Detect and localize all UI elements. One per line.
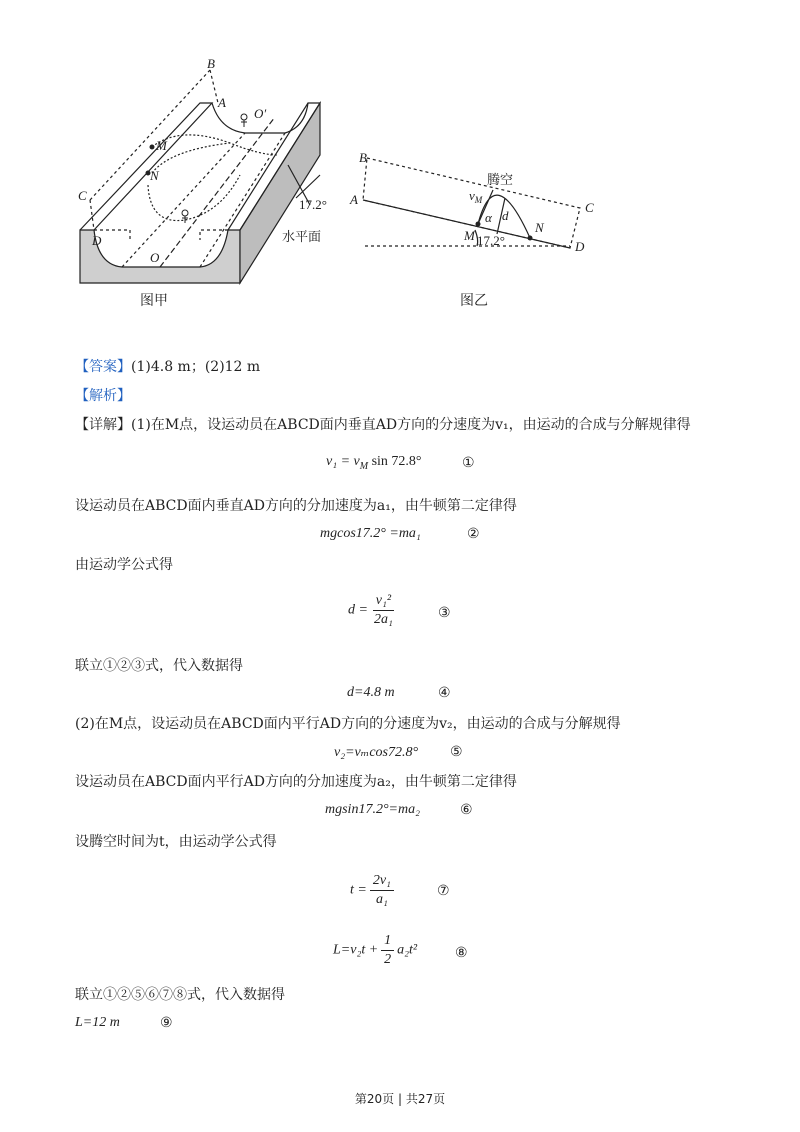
label-vm: $v_M$ — [469, 188, 483, 205]
label-n2: N — [535, 220, 544, 235]
equation-7-number: ⑦ — [437, 884, 450, 899]
equation-4: d=4.8 m — [347, 685, 395, 700]
text-line-5: (2)在M点，设运动员在ABCD面内平行AD方向的分速度为v₂，由运动的合成与分解规得 — [75, 716, 621, 732]
label-n: N — [150, 168, 159, 183]
label-angle-a: 17.2° — [299, 197, 327, 212]
equation-2-number: ② — [467, 527, 480, 542]
answer-text: (1)4.8 m；(2)12 m — [131, 359, 261, 375]
equation-7: t = $\frac{\text{2v₁}}{\text{a₁}}$ — [350, 872, 397, 909]
equation-8-number: ⑧ — [455, 946, 468, 961]
equation-3: d = $\frac{\text{v₁²}}{\text{2a₁}}$ — [348, 593, 393, 627]
label-a2: A — [350, 192, 358, 207]
equation-6: mgsin17.2°=ma₂ — [325, 802, 420, 817]
figure-a-halfpipe — [70, 55, 360, 295]
label-air: 腾空 — [487, 172, 514, 187]
page-footer: 第20页 | 共27页 — [354, 1092, 446, 1106]
answer-tag: 【答案】 — [75, 359, 131, 375]
figure-a-caption: 图甲 — [140, 293, 168, 309]
detail-tag: 【详解】 — [75, 417, 131, 433]
answer-line — [75, 357, 260, 377]
equation-3-number: ③ — [438, 606, 451, 621]
equation-5-number: ⑤ — [450, 745, 463, 760]
text-line-4: 联立①②③式，代入数据得 — [75, 658, 243, 674]
label-m: M — [156, 138, 167, 153]
equation-9-number: ⑨ — [160, 1016, 173, 1031]
label-o-prime: O′ — [254, 106, 267, 121]
label-c2: C — [585, 200, 594, 215]
text-line-8: 联立①②⑤⑥⑦⑧式，代入数据得 — [75, 987, 285, 1003]
label-b: B — [207, 56, 215, 71]
equation-1: $v_1 = v_M$ sin 72.8° — [326, 454, 422, 472]
text-line-2: 设运动员在ABCD面内垂直AD方向的分加速度为a₁，由牛顿第二定律得 — [75, 498, 517, 514]
label-alpha: α — [485, 210, 492, 225]
label-b2: B — [359, 150, 367, 165]
equation-6-number: ⑥ — [460, 803, 473, 818]
equation-9: L=12 m — [75, 1015, 120, 1030]
label-d2: D — [575, 239, 585, 254]
equation-1-number: ① — [462, 456, 475, 471]
figure-b-plane — [345, 150, 605, 260]
equation-2: mgcos17.2° =ma₁ — [320, 526, 421, 541]
label-m2: M — [464, 228, 475, 243]
equation-4-number: ④ — [438, 686, 451, 701]
label-d-dist: d — [502, 208, 509, 223]
equation-5: v₂=vₘcos72.8° — [334, 745, 419, 760]
figure-b-caption: 图乙 — [460, 293, 488, 309]
text-line-7: 设腾空时间为t，由运动学公式得 — [75, 834, 277, 850]
equation-8: L=v₂t + $\frac{1}{2}$ a₂t² — [333, 933, 418, 967]
detail-line — [75, 415, 691, 435]
detail-text: (1)在M点，设运动员在ABCD面内垂直AD方向的分速度为v₁，由运动的合成与分解规律得 — [131, 417, 691, 433]
analysis-tag: 【解析】 — [75, 388, 131, 404]
label-d: D — [92, 233, 102, 248]
label-o: O — [150, 250, 160, 265]
label-angle-b: 17.2° — [477, 233, 505, 248]
label-horizontal: 水平面 — [282, 229, 322, 244]
text-line-3: 由运动学公式得 — [75, 557, 173, 573]
label-c: C — [78, 188, 87, 203]
text-line-6: 设运动员在ABCD面内平行AD方向的分加速度为a₂，由牛顿第二定律得 — [75, 774, 517, 790]
label-a: A — [218, 95, 226, 110]
